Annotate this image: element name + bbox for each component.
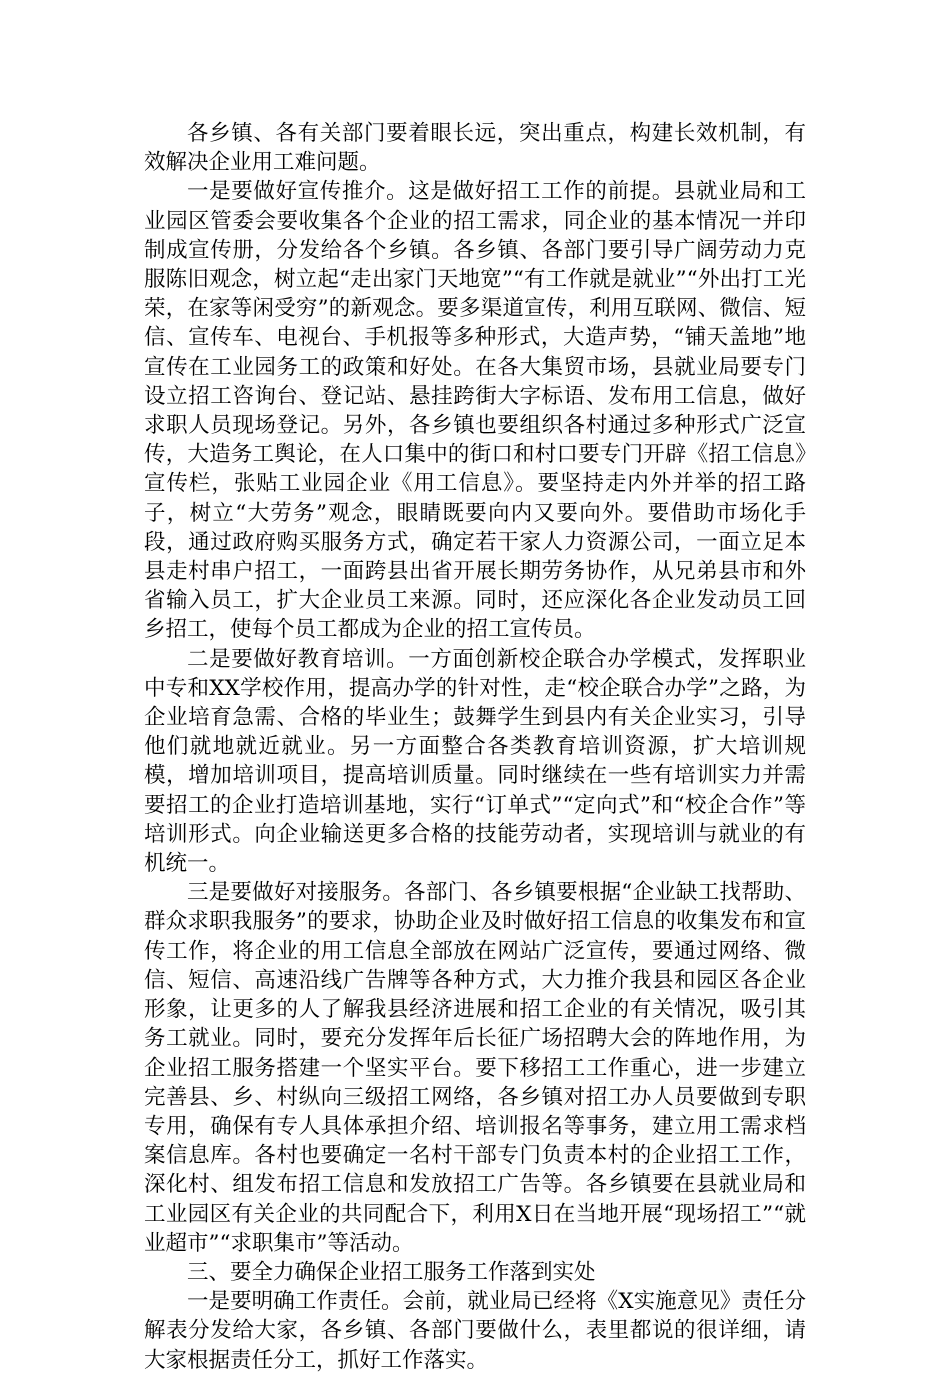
section-heading: 三、要全力确保企业招工服务工作落到实处 xyxy=(187,1259,596,1285)
paragraph-training: 二是要做好教育培训。一方面创新校企联合办学模式，发挥职业中专和XX学校作用，提高办学的针对性，走“校企联合办学”之路，为企业培育急需、合格的毕业生；鼓舞学生到县内有关企业实习，引导他们就地就近就业。另一方面整合各类教育培训资源，扩大培训规模，增加培训项目，提高培训质量。同时继续在一些有培训实力并需要招工的企业打造培训基地，实行“订单式”“定向式”和“校企合作”等培训形式。向企业输送更多合格的技能劳动者，实现培训与就业的有机统一。 xyxy=(144,646,806,877)
paragraph-service: 三是要做好对接服务。各部门、各乡镇要根据“企业缺工找帮助、群众求职我服务”的要求，协助企业及时做好招工信息的收集发布和宣传工作，将企业的用工信息全部放在网站广泛宣传，要通过网络、微信、短信、高速沿线广告牌等各种方式，大力推介我县和园区各企业形象，让更多的人了解我县经济进展和招工企业的有关情况，吸引其务工就业。同时，要充分发挥年后长征广场招聘大会的阵地作用，为企业招工服务搭建一个坚实平台。要下移招工工作重心，进一步建立完善县、乡、村纵向三级招工网络，各乡镇对招工办人员要做到专职专用，确保有专人具体承担介绍、培训报名等事务，建立用工需求档案信息库。各村也要确定一名村干部专门负责本村的企业招工工作，深化村、组发布招工信息和发放招工广告等。各乡镇要在县就业局和工业园区有关企业的共同配合下，利用X日在当地开展“现场招工”“就业超市”“求职集市”等活动。 xyxy=(144,880,806,1256)
paragraph-responsibility: 一是要明确工作责任。会前，就业局已经将《X实施意见》责任分解表分发给大家，各乡镇、各部门要做什么，表里都说的很详细，请大家根据责任分工，抓好工作落实。 xyxy=(144,1289,806,1373)
document-body xyxy=(144,119,806,1375)
paragraph-intro: 各乡镇、各有关部门要着眼长远，突出重点，构建长效机制，有效解决企业用工难问题。 xyxy=(144,121,806,176)
paragraph-publicity: 一是要做好宣传推介。这是做好招工工作的前提。县就业局和工业园区管委会要收集各个企业的招工需求，同企业的基本情况一并印制成宣传册，分发给各个乡镇。各乡镇、各部门要引导广阔劳动力克服陈旧观念，树立起“走出家门天地宽”“有工作就是就业”“外出打工光荣，在家等闲受穷”的新观念。要多渠道宣传，利用互联网、微信、短信、宣传车、电视台、手机报等多种形式，大造声势，“铺天盖地”地宣传在工业园务工的政策和好处。在各大集贸市场，县就业局要专门设立招工咨询台、登记站、悬挂跨街大字标语、发布用工信息，做好求职人员现场登记。另外，各乡镇也要组织各村通过多种形式广泛宣传，大造务工舆论，在人口集中的街口和村口要专门开辟《招工信息》宣传栏，张贴工业园企业《用工信息》。要坚持走内外并举的招工路子，树立“大劳务”观念，眼睛既要向内又要向外。要借助市场化手段，通过政府购买服务方式，确定若干家人力资源公司，一面立足本县走村串户招工，一面跨县出省开展长期劳务协作，从兄弟县市和外省输入员工，扩大企业员工来源。同时，还应深化各企业发动员工回乡招工，使每个员工都成为企业的招工宣传员。 xyxy=(144,179,806,643)
